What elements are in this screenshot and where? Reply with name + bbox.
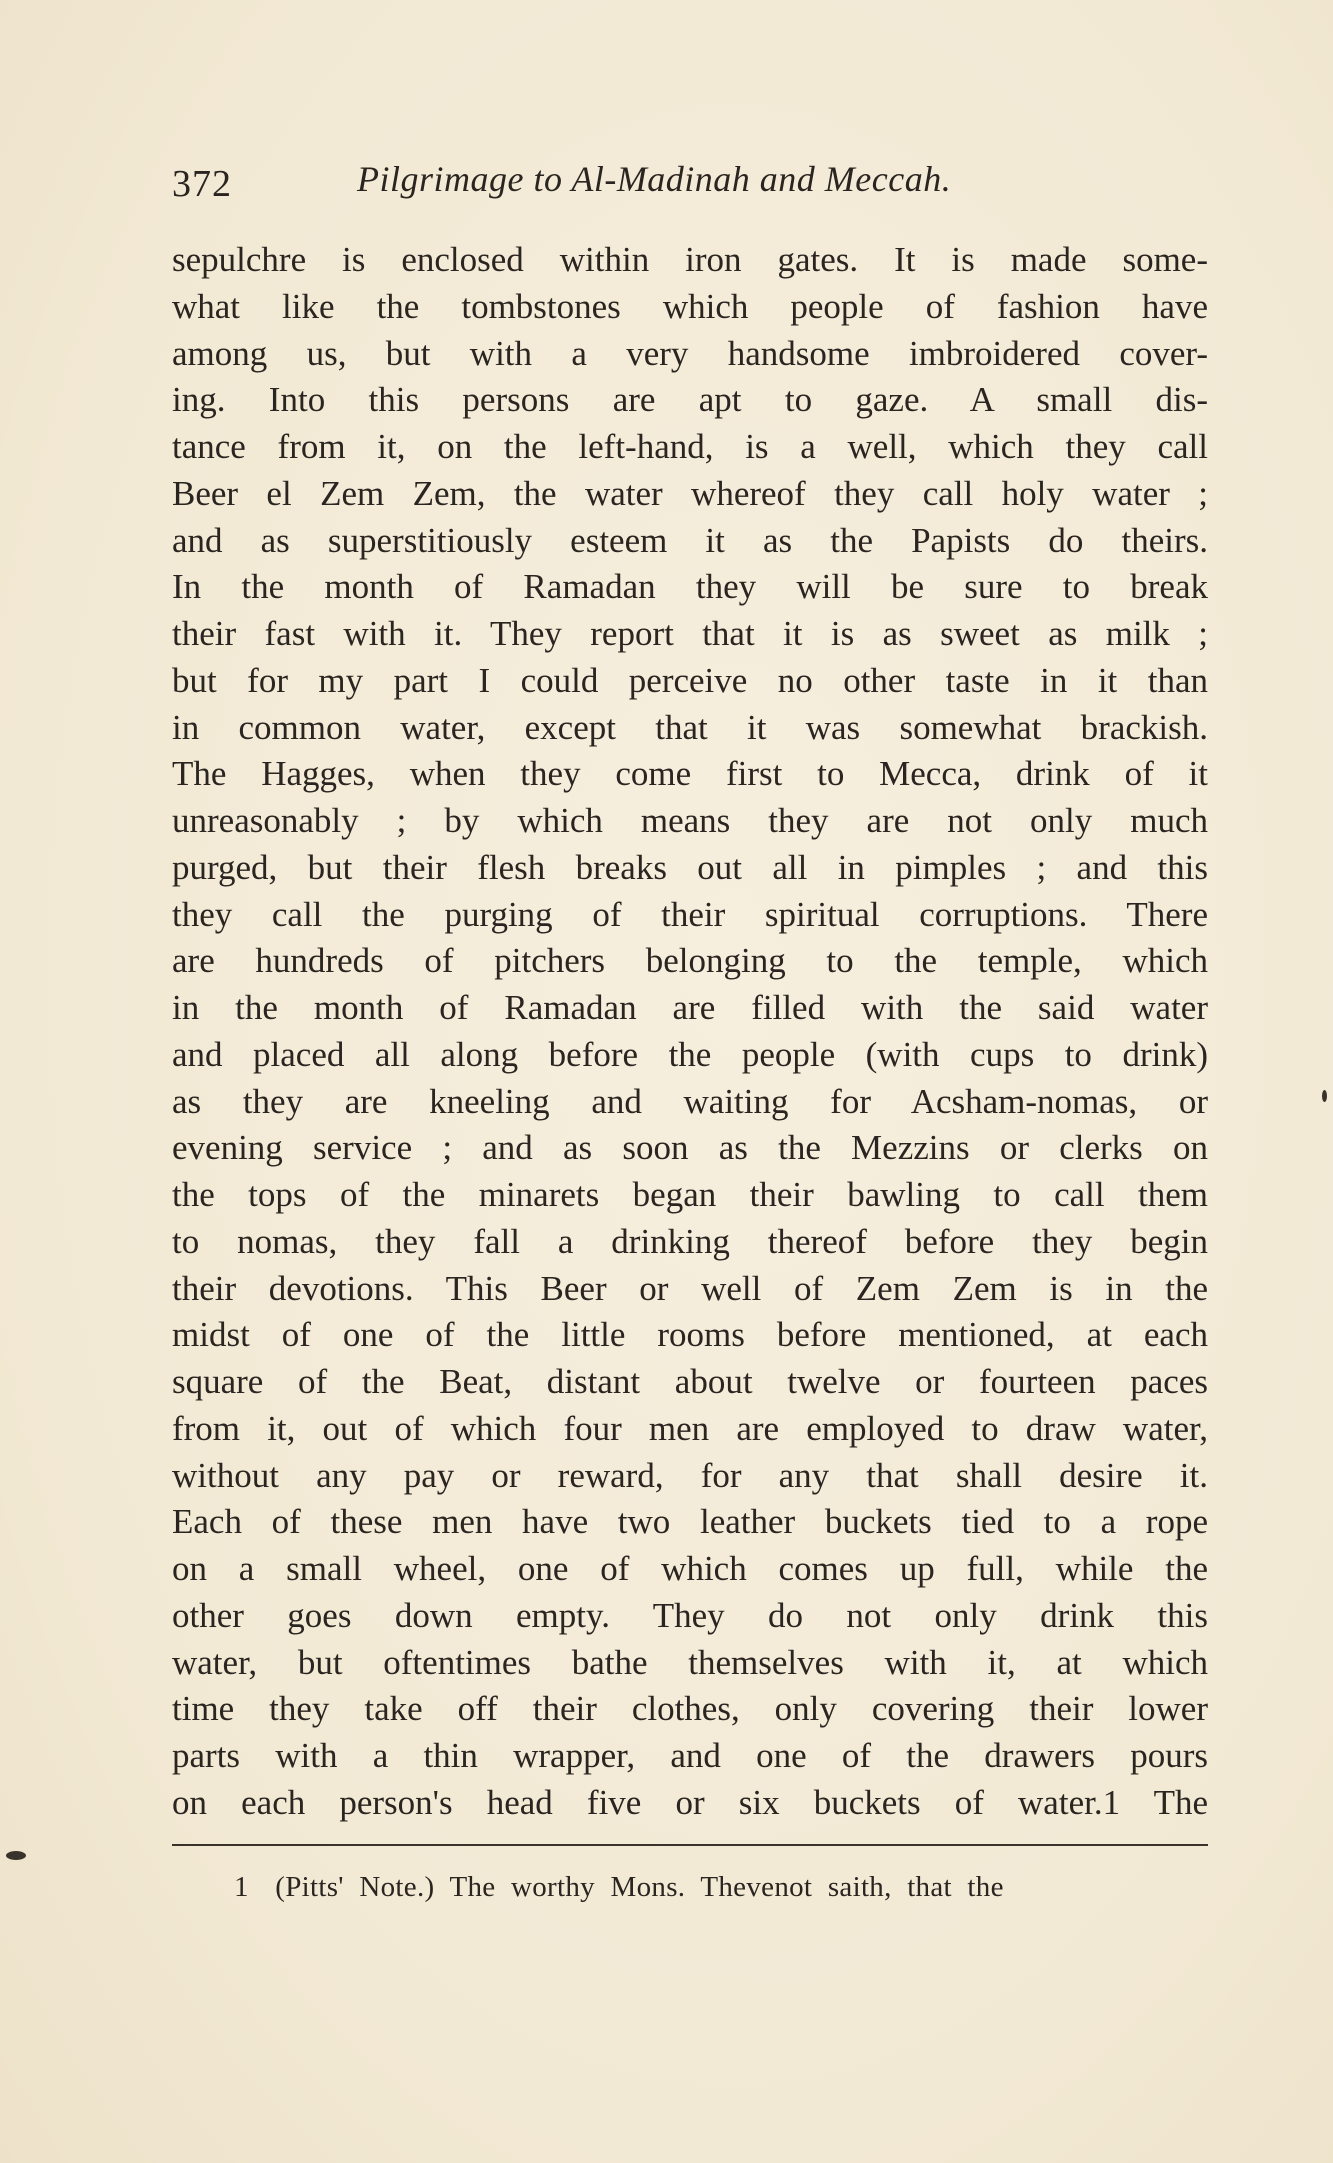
text-line: among us, but with a very handsome imbroidered cover- [172,333,1208,373]
footnote-marker: 1 [234,1871,249,1903]
text-line: the tops of the minarets began their bawling to call them [172,1175,1208,1214]
text-line: in the month of Ramadan are filled with the said water [172,988,1208,1027]
text-line: to nomas, they fall a drinking thereof before they begin [172,1221,1208,1261]
text-line: as they are kneeling and waiting for Acsham-nomas, or [172,1081,1208,1121]
page-number: 372 [172,163,232,205]
running-title: Pilgrimage to Al-Madinah and Meccah. [357,159,952,199]
text-line: in common water, except that it was somewhat brackish. [172,707,1208,747]
footnote [172,1867,1208,1907]
footnote-text: (Pitts' Note.) The worthy Mons. Thevenot saith, that the [275,1871,1004,1903]
body-text [172,237,1208,1827]
text-line: on each person's head five or six buckets of water.1 The [172,1782,1208,1822]
text-line: Each of these men have two leather buckets tied to a rope [172,1502,1208,1542]
text-line: ing. Into this persons are apt to gaze. A small dis- [172,380,1208,420]
running-head [172,158,1212,208]
text-line: water, but oftentimes bathe themselves with it, at which [172,1642,1208,1682]
ink-speck [1322,1090,1327,1102]
text-line: Beer el Zem Zem, the water whereof they call holy water ; [172,473,1208,513]
text-line: purged, but their flesh breaks out all in pimples ; and this [172,847,1208,887]
text-line: from it, out of which four men are employed to draw water, [172,1408,1208,1448]
text-line: evening service ; and as soon as the Mezzins or clerks on [172,1128,1208,1168]
text-line: on a small wheel, one of which comes up full, while the [172,1549,1208,1588]
text-line: they call the purging of their spiritual corruptions. There [172,894,1208,934]
text-line: square of the Beat, distant about twelve or fourteen paces [172,1362,1208,1401]
text-line: without any pay or reward, for any that shall desire it. [172,1455,1208,1495]
text-line: time they take off their clothes, only covering their lower [172,1689,1208,1729]
text-line: midst of one of the little rooms before mentioned, at each [172,1315,1208,1355]
text-line: sepulchre is enclosed within iron gates. It is made some- [172,240,1208,279]
text-line: and placed all along before the people (with cups to drink) [172,1034,1208,1074]
footnote-rule [172,1844,1208,1846]
text-line: tance from it, on the left-hand, is a well, which they call [172,427,1208,466]
ink-speck [6,1851,26,1860]
text-line: but for my part I could perceive no other taste in it than [172,660,1208,700]
text-line: are hundreds of pitchers belonging to the temple, which [172,941,1208,981]
text-line: parts with a thin wrapper, and one of the drawers pours [172,1736,1208,1775]
text-line: In the month of Ramadan they will be sure to break [172,567,1208,607]
text-line: other goes down empty. They do not only drink this [172,1595,1208,1635]
text-line: and as superstitiously esteem it as the Papists do theirs. [172,520,1208,560]
text-line: unreasonably ; by which means they are not only much [172,801,1208,840]
text-line: their fast with it. They report that it is as sweet as milk ; [172,614,1208,653]
text-line: their devotions. This Beer or well of Zem Zem is in the [172,1268,1208,1308]
text-line: The Hagges, when they come first to Mecca, drink of it [172,754,1208,794]
text-line: what like the tombstones which people of fashion have [172,286,1208,326]
